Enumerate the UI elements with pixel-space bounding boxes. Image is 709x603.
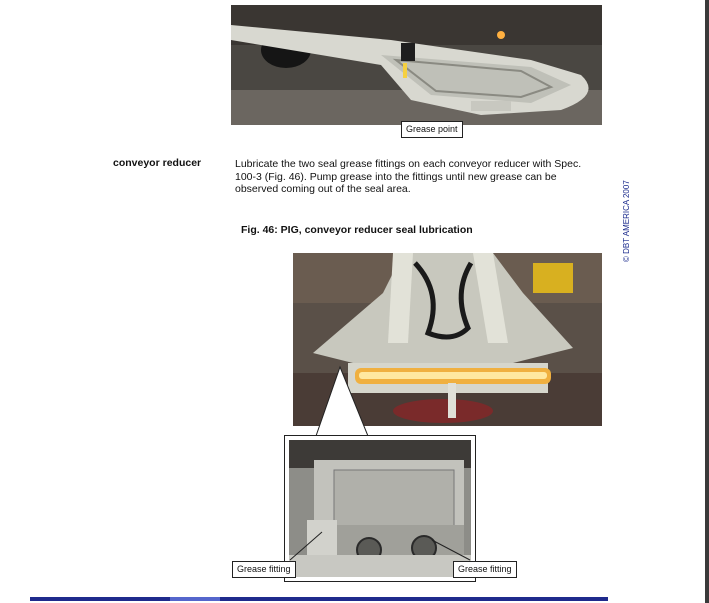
footer-bar-accent <box>170 597 220 601</box>
grease-fitting-right-callout: Grease fitting <box>453 561 517 578</box>
footer-bar <box>30 597 608 601</box>
window-edge <box>705 0 709 603</box>
section-heading: conveyor reducer <box>113 157 202 169</box>
section-body: Lubricate the two seal grease fittings on each conveyor reducer with Spec. 100-3 (Fig. 46). Pump grease into the fittings until new grease can be observed coming out of the seal area. <box>235 158 582 195</box>
grease-fitting-left-callout: Grease fitting <box>232 561 296 578</box>
grease-point-callout: Grease point <box>401 121 463 138</box>
figure-caption: Fig. 46: PIG, conveyor reducer seal lubrication <box>241 224 473 236</box>
copyright-notice: © DBT AMERICA 2007 <box>622 180 631 262</box>
